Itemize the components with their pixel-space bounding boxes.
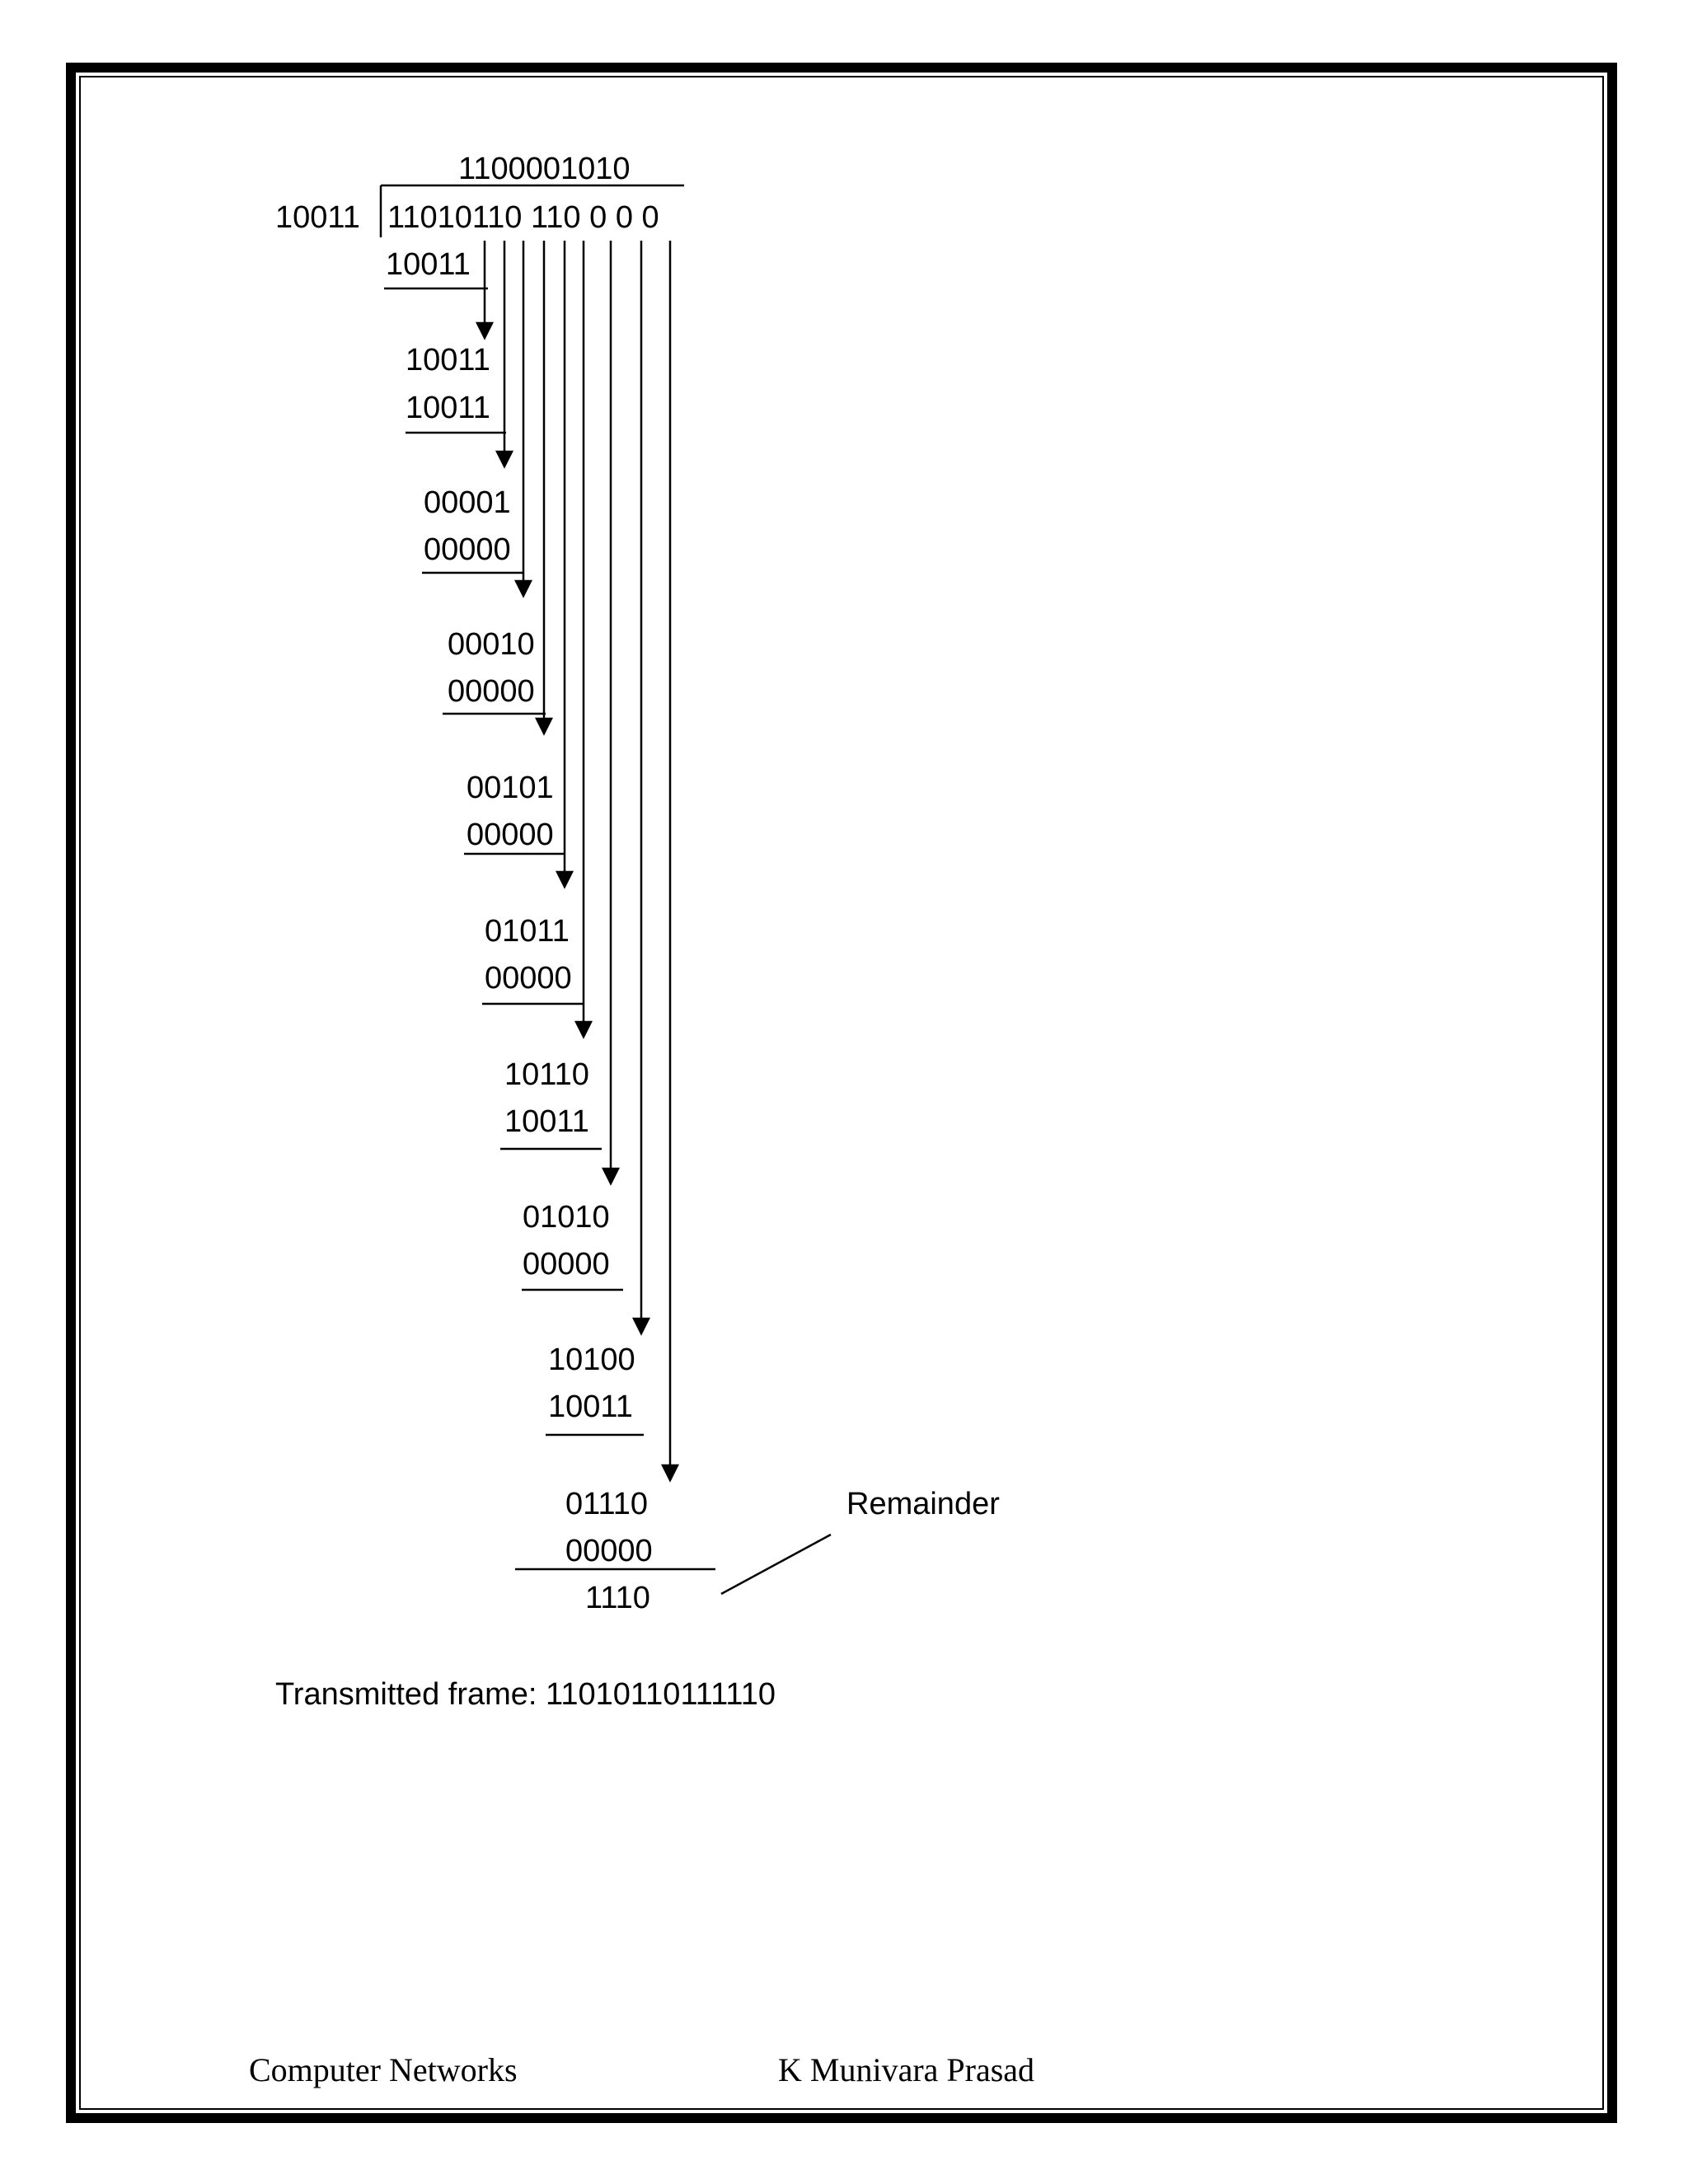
dividend: 11010110 110 0 0 0	[387, 200, 659, 235]
footer-author: K Munivara Prasad	[778, 2051, 1035, 2088]
transmitted-frame: Transmitted frame: 11010110111110	[275, 1677, 776, 1712]
step-6-subtrahend: 00000	[485, 961, 572, 996]
step-7-value: 10110	[504, 1057, 589, 1092]
step-2-value: 10011	[406, 343, 490, 377]
step-5-value: 00101	[467, 771, 554, 805]
step-3-subtrahend: 00000	[424, 532, 511, 567]
remainder-label: Remainder	[846, 1487, 1000, 1521]
step-9-subtrahend: 10011	[548, 1390, 633, 1424]
step-8-value: 01010	[523, 1200, 610, 1235]
step-1-subtrahend: 10011	[386, 247, 471, 282]
step-8-subtrahend: 00000	[523, 1247, 610, 1282]
step-4-value: 00010	[448, 627, 535, 662]
step-6-value: 01011	[485, 914, 570, 949]
step-2-subtrahend: 10011	[406, 391, 490, 425]
step-10-subtrahend: 00000	[565, 1534, 653, 1568]
remainder-value: 1110	[585, 1581, 650, 1615]
divisor: 10011	[275, 200, 360, 235]
step-5-subtrahend: 00000	[467, 818, 554, 852]
quotient: 1100001010	[458, 152, 631, 186]
step-9-value: 10100	[548, 1343, 635, 1377]
step-4-subtrahend: 00000	[448, 674, 535, 709]
step-3-value: 00001	[424, 485, 511, 520]
footer-course: Computer Networks	[249, 2051, 518, 2088]
step-10-value: 01110	[565, 1487, 649, 1521]
step-7-subtrahend: 10011	[504, 1104, 589, 1139]
